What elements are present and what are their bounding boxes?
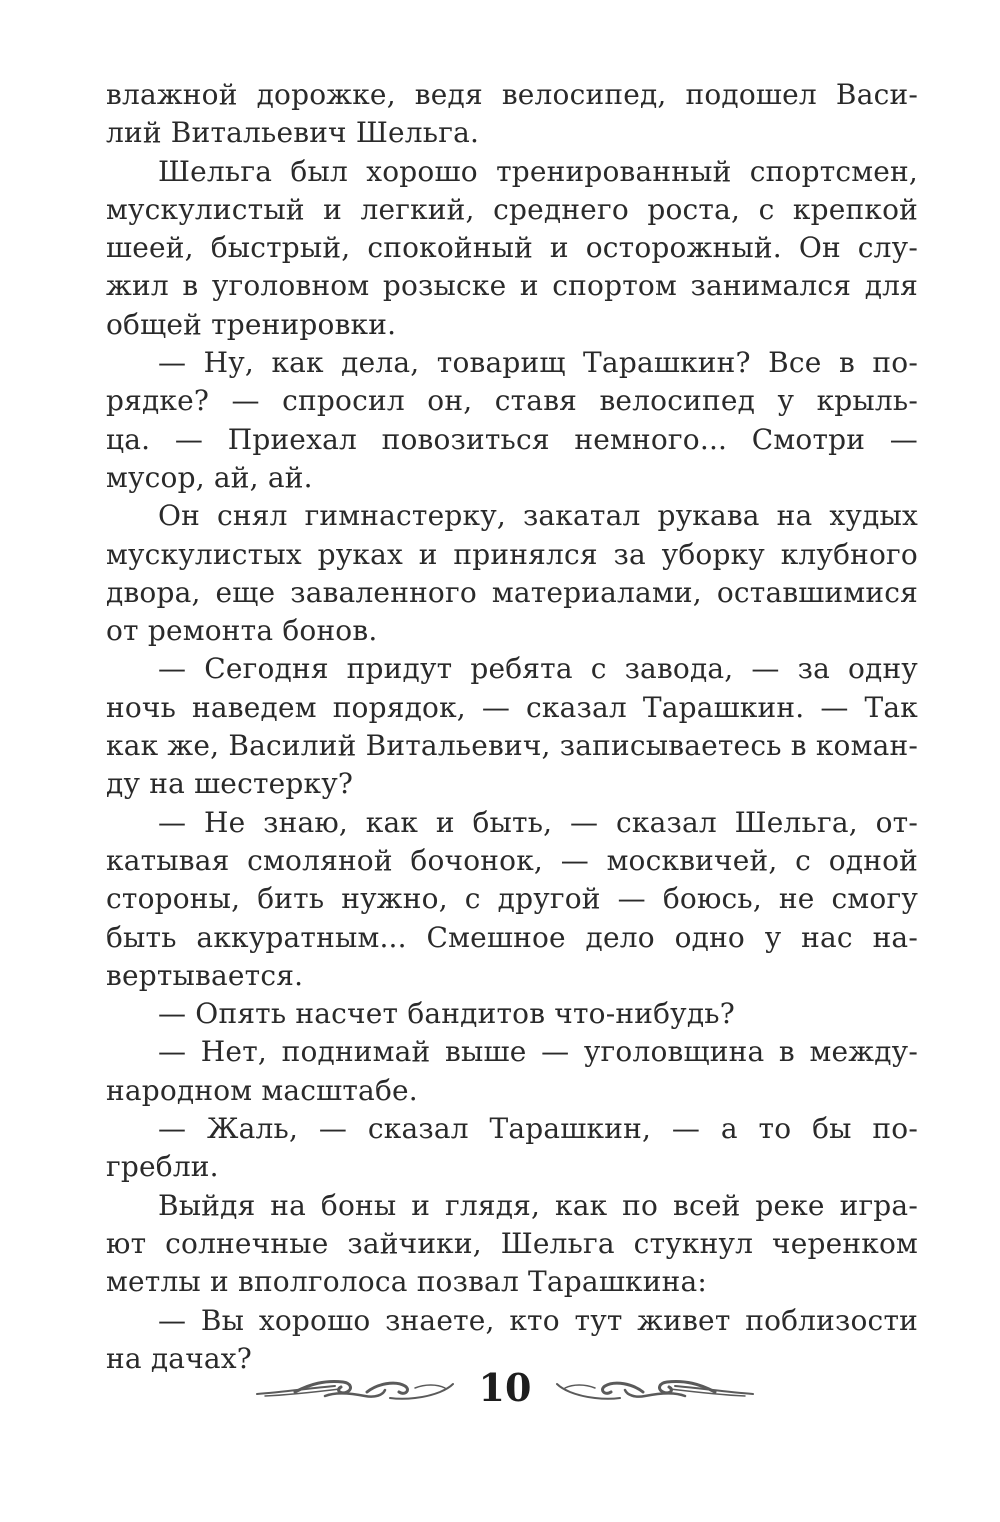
- text-line: общей тренировки.: [106, 307, 397, 341]
- text-line: стороны, бить нужно, с другой — боюсь, не смогу: [106, 882, 918, 916]
- flourish-right-icon: [555, 1362, 755, 1418]
- text-line: ночь наведем порядок, — сказал Тарашкин. — Так: [106, 690, 918, 724]
- text-line: — Вы хорошо знаете, кто тут живет поблизости: [158, 1303, 918, 1337]
- text-line: — Сегодня придут ребята с завода, — за одну: [158, 652, 918, 686]
- text-line: на дачах?: [106, 1341, 252, 1375]
- text-line: лий Витальевич Шельга.: [106, 116, 480, 150]
- text-line: жил в уголовном розыске и спортом занимался для: [106, 269, 918, 303]
- text-line: — Не знаю, как и быть, — сказал Шельга, от-: [158, 805, 918, 839]
- text-line: двора, еще заваленного материалами, оставшимися: [106, 575, 918, 609]
- text-line: как же, Василий Витальевич, записываетесь в коман-: [106, 729, 918, 763]
- text-line: от ремонта бонов.: [106, 614, 378, 648]
- text-line: мускулистый и легкий, среднего роста, с крепкой: [106, 192, 918, 226]
- text-line: — Нет, поднимай выше — уголовщина в между-: [158, 1035, 918, 1069]
- text-line: Выйдя на боны и глядя, как по всей реке игра-: [158, 1188, 918, 1222]
- text-line: ду на шестерку?: [106, 767, 354, 801]
- text-line: шеей, быстрый, спокойный и осторожный. Он слу-: [106, 231, 918, 265]
- page-text: [106, 76, 918, 1378]
- text-line: метлы и вполголоса позвал Тарашкина:: [106, 1265, 707, 1299]
- text-line: вертывается.: [106, 958, 304, 992]
- text-line: Он снял гимнастерку, закатал рукава на худых: [158, 499, 918, 533]
- text-line: рядке? — спросил он, ставя велосипед у крыль-: [106, 384, 918, 418]
- text-line: быть аккуратным... Смешное дело одно у нас на-: [106, 920, 918, 954]
- text-line: ют солнечные зайчики, Шельга стукнул черенком: [106, 1226, 918, 1260]
- text-line: ца. — Приехал повозиться немного... Смотри —: [106, 422, 918, 456]
- text-line: влажной дорожке, ведя велосипед, подошел Васи-: [106, 78, 918, 111]
- text-line: мускулистых руках и принялся за уборку клубного: [106, 537, 918, 571]
- text-line: катывая смоляной бочонок, — москвичей, с одной: [106, 843, 918, 877]
- page-footer: [255, 1362, 755, 1418]
- flourish-left-icon: [255, 1362, 455, 1418]
- page-number: 10: [478, 1365, 532, 1410]
- text-line: — Опять насчет бандитов что-нибудь?: [158, 997, 735, 1031]
- text-line: — Жаль, — сказал Тарашкин, — а то бы по-: [158, 1112, 918, 1146]
- text-line: народном масштабе.: [106, 1073, 418, 1107]
- text-line: — Ну, как дела, товарищ Тарашкин? Все в по-: [158, 346, 918, 380]
- text-line: гребли.: [106, 1150, 219, 1184]
- text-line: мусор, ай, ай.: [106, 460, 313, 494]
- text-line: Шельга был хорошо тренированный спортсмен,: [158, 154, 918, 188]
